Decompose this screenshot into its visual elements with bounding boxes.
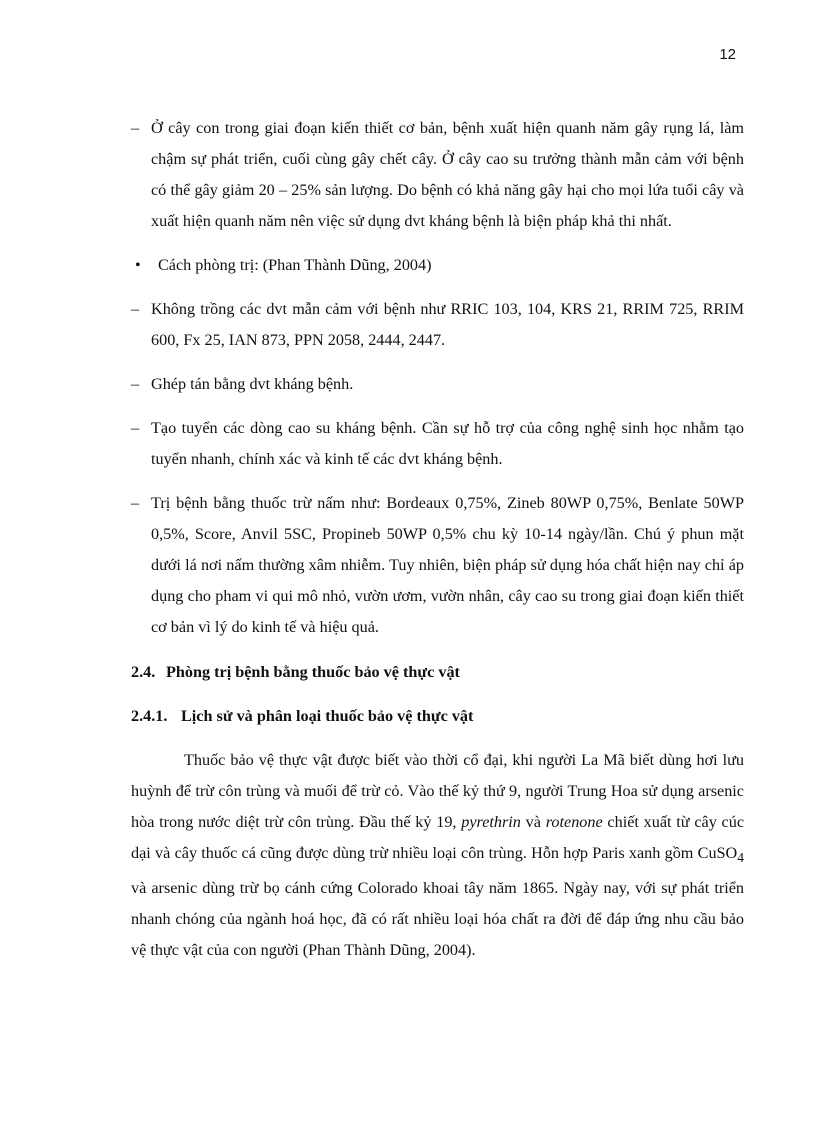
italic-term: pyrethrin — [461, 813, 521, 831]
list-item — [131, 413, 744, 475]
paragraph-text: và — [520, 813, 546, 831]
list-item — [131, 294, 744, 356]
dash-marker: – — [131, 375, 140, 393]
page-content — [131, 113, 744, 966]
list-item — [131, 113, 744, 237]
list-item-text: Ghép tán bằng dvt kháng bệnh. — [151, 375, 354, 393]
body-paragraph — [131, 745, 744, 966]
subsection-title: Lịch sử và phân loại thuốc bảo vệ thực vật — [181, 707, 474, 725]
list-item-text: Trị bệnh bằng thuốc trừ nấm như: Bordeaux 0,75%, Zineb 80WP 0,75%, Benlate 50WP 0,5%, Score, Anvil 5SC, Propineb 50WP 0,5% chu kỳ 10-14 ngày/lần. Chú ý phun mặt dưới lá nơi nấm thường xâm nhiễm. Tuy nhiên, biện pháp sử dụng hóa chất hiện nay chỉ áp dụng cho pham vi qui mô nhỏ, vườn ươm, vườn nhân, cây cao su trong giai đoạn kiến thiết cơ bản vì lý do kinh tế và hiệu quả. — [151, 494, 744, 636]
subsection-heading — [131, 701, 744, 732]
section-heading — [131, 657, 744, 688]
dash-marker: – — [131, 494, 140, 512]
list-item-text: Ở cây con trong giai đoạn kiến thiết cơ bản, bệnh xuất hiện quanh năm gây rụng lá, làm chậm sự phát triển, cuối cùng gây chết cây. Ở cây cao su trưởng thành mẫn cảm với bệnh có thể gây giảm 20 – 25% sản lượng. Do bệnh có khả năng gây hại cho mọi lứa tuổi cây và xuất hiện quanh năm nên việc sử dụng dvt kháng bệnh là biện pháp khả thi nhất. — [151, 119, 744, 230]
section-number: 2.4. — [131, 663, 156, 681]
paragraph-text: Thuốc bảo vệ thực vật được biết vào thời cổ đại, khi người La Mã biết dùng hơi lưu huỳnh để trừ côn trùng và muối để trừ cỏ. Vào thế kỷ thứ 9, người Trung Hoa sử dụng arsenic hòa trong nước diệt trừ côn trùng. Đầu thế kỷ 19, — [131, 751, 744, 831]
subsection-number: 2.4.1. — [131, 707, 168, 725]
bullet-text: Cách phòng trị: (Phan Thành Dũng, 2004) — [158, 256, 432, 274]
dash-marker: – — [131, 119, 140, 137]
section-title: Phòng trị bệnh bằng thuốc bảo vệ thực vật — [166, 663, 460, 681]
list-item-text: Không trồng các dvt mẫn cảm với bệnh như RRIC 103, 104, KRS 21, RRIM 725, RRIM 600, Fx 25, IAN 873, PPN 2058, 2444, 2447. — [151, 300, 744, 349]
dash-marker: – — [131, 300, 140, 318]
page-number: 12 — [719, 46, 736, 63]
chemical-subscript: 4 — [737, 850, 744, 866]
list-item — [131, 488, 744, 643]
list-item-text: Tạo tuyển các dòng cao su kháng bệnh. Cần sự hỗ trợ của công nghệ sinh học nhằm tạo tuyển nhanh, chính xác và kinh tế các dvt kháng bệnh. — [151, 419, 744, 468]
bullet-icon: • — [135, 256, 141, 274]
dash-marker: – — [131, 419, 140, 437]
paragraph-text: chiết xuất từ cây cúc dại và cây thuốc cá cũng được dùng trừ nhiều loại côn trùng. Hỗn hợp Paris xanh gồm CuSO — [131, 813, 745, 862]
italic-term: rotenone — [545, 813, 603, 831]
list-item — [131, 369, 744, 400]
bullet-item — [131, 250, 744, 281]
paragraph-text: và arsenic dùng trừ bọ cánh cứng Colorado khoai tây năm 1865. Ngày nay, với sự phát triển nhanh chóng của ngành hoá học, đã có rất nhiều loại hóa chất ra đời để đáp ứng nhu cầu bảo vệ thực vật của con người (Phan Thành Dũng, 2004). — [131, 879, 744, 960]
